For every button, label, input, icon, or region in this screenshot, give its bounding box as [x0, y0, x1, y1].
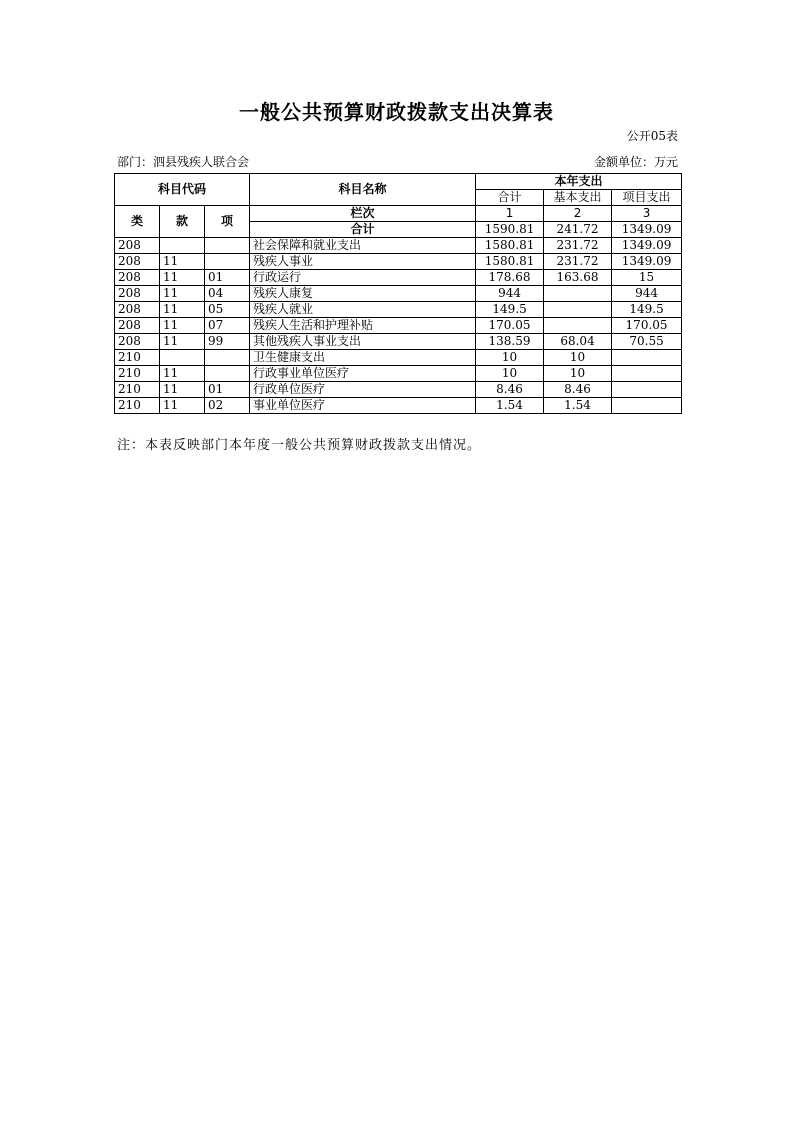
cell-kuan: 11 — [160, 318, 205, 334]
col-no-1: 1 — [476, 206, 544, 222]
cell-project: 1349.09 — [612, 254, 682, 270]
cell-xiang — [205, 366, 250, 382]
cell-xiang: 01 — [205, 270, 250, 286]
cell-xiang: 99 — [205, 334, 250, 350]
cell-total: 10 — [476, 350, 544, 366]
cell-name: 社会保障和就业支出 — [250, 238, 476, 254]
cell-basic: 231.72 — [544, 238, 612, 254]
footnote: 注：本表反映部门本年度一般公共预算财政拨款支出情况。 — [117, 438, 482, 453]
cell-kuan: 11 — [160, 302, 205, 318]
expenditure-table — [114, 173, 682, 414]
table-row — [115, 270, 682, 286]
header-basic: 基本支出 — [544, 190, 612, 206]
cell-project: 70.55 — [612, 334, 682, 350]
cell-project — [612, 350, 682, 366]
cell-total: 1580.81 — [476, 238, 544, 254]
header-project: 项目支出 — [612, 190, 682, 206]
cell-xiang: 04 — [205, 286, 250, 302]
cell-kuan: 11 — [160, 382, 205, 398]
cell-basic: 1.54 — [544, 398, 612, 414]
header-name: 科目名称 — [250, 174, 476, 206]
header-sum-label: 合计 — [250, 222, 476, 238]
table-row — [115, 382, 682, 398]
cell-total: 944 — [476, 286, 544, 302]
table-row — [115, 286, 682, 302]
form-number: 公开05表 — [626, 129, 678, 143]
cell-total: 10 — [476, 366, 544, 382]
cell-basic — [544, 318, 612, 334]
table-row — [115, 254, 682, 270]
cell-xiang: 07 — [205, 318, 250, 334]
cell-name: 行政单位医疗 — [250, 382, 476, 398]
cell-project — [612, 382, 682, 398]
table-row — [115, 366, 682, 382]
cell-xiang: 01 — [205, 382, 250, 398]
cell-kuan: 11 — [160, 334, 205, 350]
cell-total: 138.59 — [476, 334, 544, 350]
cell-total: 1.54 — [476, 398, 544, 414]
cell-basic: 10 — [544, 350, 612, 366]
amount-unit-label: 金额单位：万元 — [593, 155, 678, 169]
page-title: 一般公共预算财政拨款支出决算表 — [239, 100, 554, 124]
cell-lei: 208 — [115, 238, 160, 254]
cell-kuan: 11 — [160, 270, 205, 286]
cell-lei: 210 — [115, 398, 160, 414]
cell-xiang — [205, 350, 250, 366]
cell-lei: 208 — [115, 334, 160, 350]
project-sum: 1349.09 — [612, 222, 682, 238]
cell-basic: 8.46 — [544, 382, 612, 398]
cell-kuan: 11 — [160, 286, 205, 302]
cell-name: 卫生健康支出 — [250, 350, 476, 366]
cell-basic: 163.68 — [544, 270, 612, 286]
cell-project: 15 — [612, 270, 682, 286]
cell-total: 170.05 — [476, 318, 544, 334]
cell-xiang — [205, 238, 250, 254]
header-lei: 类 — [115, 206, 160, 238]
cell-kuan: 11 — [160, 254, 205, 270]
cell-name: 残疾人就业 — [250, 302, 476, 318]
cell-lei: 208 — [115, 286, 160, 302]
cell-project — [612, 398, 682, 414]
cell-name: 行政事业单位医疗 — [250, 366, 476, 382]
basic-sum: 241.72 — [544, 222, 612, 238]
table-row — [115, 318, 682, 334]
cell-xiang: 02 — [205, 398, 250, 414]
cell-kuan — [160, 350, 205, 366]
cell-total: 178.68 — [476, 270, 544, 286]
cell-kuan: 11 — [160, 398, 205, 414]
cell-lei: 210 — [115, 382, 160, 398]
cell-lei: 210 — [115, 350, 160, 366]
cell-kuan — [160, 238, 205, 254]
cell-name: 其他残疾人事业支出 — [250, 334, 476, 350]
cell-basic — [544, 302, 612, 318]
header-total: 合计 — [476, 190, 544, 206]
header-xiang: 项 — [205, 206, 250, 238]
cell-name: 残疾人事业 — [250, 254, 476, 270]
cell-lei: 208 — [115, 318, 160, 334]
header-kuan: 款 — [160, 206, 205, 238]
cell-total: 8.46 — [476, 382, 544, 398]
department-label: 部门：泗县残疾人联合会 — [117, 155, 250, 169]
table-row — [115, 302, 682, 318]
cell-basic — [544, 286, 612, 302]
header-code: 科目代码 — [115, 174, 250, 206]
col-no-3: 3 — [612, 206, 682, 222]
cell-total: 1580.81 — [476, 254, 544, 270]
cell-kuan: 11 — [160, 366, 205, 382]
cell-project: 149.5 — [612, 302, 682, 318]
cell-lei: 208 — [115, 302, 160, 318]
cell-basic: 231.72 — [544, 254, 612, 270]
cell-lei: 210 — [115, 366, 160, 382]
cell-basic: 10 — [544, 366, 612, 382]
cell-name: 行政运行 — [250, 270, 476, 286]
cell-lei: 208 — [115, 254, 160, 270]
cell-name: 事业单位医疗 — [250, 398, 476, 414]
header-column-no: 栏次 — [250, 206, 476, 222]
table-row — [115, 238, 682, 254]
cell-xiang: 05 — [205, 302, 250, 318]
table-row — [115, 334, 682, 350]
col-no-2: 2 — [544, 206, 612, 222]
header-current-year: 本年支出 — [476, 174, 682, 190]
cell-project — [612, 366, 682, 382]
cell-lei: 208 — [115, 270, 160, 286]
table-row — [115, 350, 682, 366]
cell-project: 1349.09 — [612, 238, 682, 254]
cell-name: 残疾人康复 — [250, 286, 476, 302]
cell-total: 149.5 — [476, 302, 544, 318]
cell-xiang — [205, 254, 250, 270]
cell-basic: 68.04 — [544, 334, 612, 350]
total-sum: 1590.81 — [476, 222, 544, 238]
cell-project: 170.05 — [612, 318, 682, 334]
cell-project: 944 — [612, 286, 682, 302]
table-row — [115, 398, 682, 414]
cell-name: 残疾人生活和护理补贴 — [250, 318, 476, 334]
